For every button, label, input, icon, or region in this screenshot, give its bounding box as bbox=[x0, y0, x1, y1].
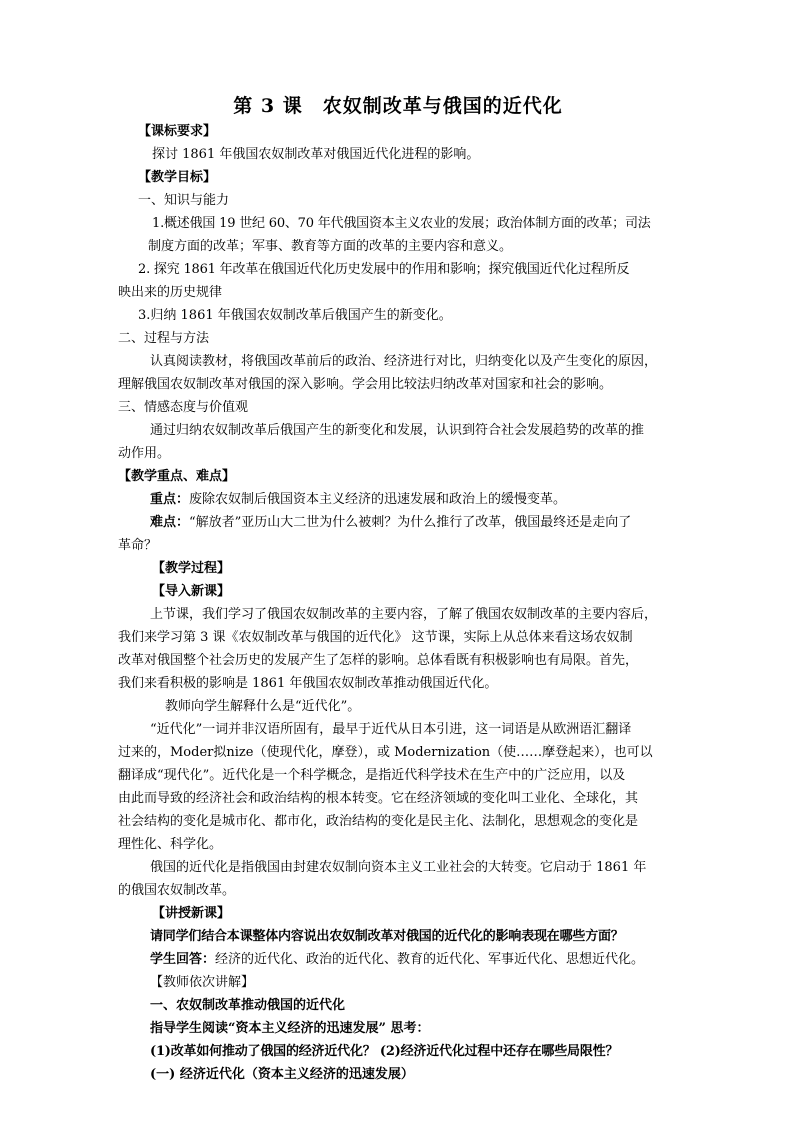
modernization-def-e: 社会结构的变化是城市化、都市化，政治结构的变化是民主化、法制化，思想观念的变化是 bbox=[118, 814, 639, 829]
section-teaching-process: 【教学过程】 bbox=[152, 561, 231, 576]
section-key-points: 【教学重点、难点】 bbox=[118, 469, 236, 484]
question-prompt: 请同学们结合本课整体内容说出农奴制改革对俄国的近代化的影响表现在哪些方面？ bbox=[150, 929, 624, 944]
section-new-lesson: 【讲授新课】 bbox=[152, 906, 231, 921]
objective-knowledge-2b: 映出来的历史规律 bbox=[118, 285, 223, 300]
modernization-def-b: 过来的，Moder拟nize（使现代化，摩登），或 Modernization（使……摩登起来），也可以 bbox=[118, 745, 653, 760]
student-answer-line bbox=[118, 948, 678, 971]
objective-attitude-a: 通过归纳农奴制改革后俄国产生的新变化和发展，认识到符合社会发展趋势的改革的推 bbox=[150, 423, 645, 438]
difficult-point-label: 难点： bbox=[150, 515, 190, 530]
modernization-def-c: 翻译成“现代化”。近代化是一个科学概念，是指近代科学技术在生产中的广泛应用，以及 bbox=[118, 768, 626, 783]
introduction-a: 上节课，我们学习了俄国农奴制改革的主要内容，了解了俄国农奴制改革的主要内容后， bbox=[150, 607, 658, 622]
objective-process-heading: 二、过程与方法 bbox=[118, 331, 210, 346]
objective-knowledge-2a: 2. 探究 1861 年改革在俄国近代化历史发展中的作用和影响；探究俄国近代化过程所反 bbox=[138, 262, 630, 277]
thinking-questions: (1)改革如何推动了俄国的经济近代化？ (2)经济近代化过程中还存在哪些局限性？ bbox=[150, 1044, 619, 1059]
section-curriculum-requirement: 【课标要求】 bbox=[138, 124, 217, 139]
student-answer-label: 学生回答： bbox=[150, 952, 216, 967]
lesson-title: 第 3 课 农奴制改革与俄国的近代化 bbox=[233, 95, 563, 117]
modernization-def-a: “近代化”一词并非汉语所固有，最早于近代从日本引进，这一词语是从欧洲语汇翻译 bbox=[150, 722, 632, 737]
russia-modernization-b: 的俄国农奴制改革。 bbox=[118, 883, 236, 898]
section-introduction: 【导入新课】 bbox=[152, 584, 231, 599]
key-point-label: 重点： bbox=[150, 492, 190, 507]
objective-process-b: 理解俄国农奴制改革对俄国的深入影响。学会用比较法归纳改革对国家和社会的影响。 bbox=[118, 377, 613, 392]
objective-knowledge-1a: 1.概述俄国 19 世纪 60、70 年代俄国资本主义农业的发展；政治体制方面的改革；司法 bbox=[152, 216, 651, 231]
reading-guidance: 指导学生阅读“资本主义经济的迅速发展” 思考： bbox=[150, 1021, 430, 1036]
student-answer-text: 经济的近代化、政治的近代化、教育的近代化、军事近代化、思想近代化。 bbox=[215, 952, 645, 967]
document-page bbox=[118, 0, 678, 1086]
part-one-heading: 一、农奴制改革推动俄国的近代化 bbox=[150, 998, 346, 1013]
teacher-explains: 教师向学生解释什么是“近代化”。 bbox=[165, 699, 361, 714]
curriculum-requirement-text: 探讨 1861 年俄国农奴制改革对俄国近代化进程的影响。 bbox=[152, 147, 480, 162]
section-teaching-objectives: 【教学目标】 bbox=[138, 170, 217, 185]
modernization-def-f: 理性化、科学化。 bbox=[118, 837, 223, 852]
introduction-b: 我们来学习第 3 课《农奴制改革与俄国的近代化》 这节课，实际上从总体来看这场农奴制 bbox=[118, 630, 633, 645]
economic-modernization-heading: (一) 经济近代化（资本主义经济的迅速发展） bbox=[150, 1067, 414, 1082]
introduction-d: 我们来看积极的影响是 1861 年俄国农奴制改革推动俄国近代化。 bbox=[118, 676, 498, 691]
introduction-c: 改革对俄国整个社会历史的发展产生了怎样的影响。总体看既有积极影响也有局限。首先， bbox=[118, 653, 639, 668]
objective-attitude-heading: 三、情感态度与价值观 bbox=[118, 400, 249, 415]
objective-knowledge-heading: 一、知识与能力 bbox=[138, 193, 230, 208]
section-teacher-explains: 【教师依次讲解】 bbox=[150, 975, 255, 990]
difficult-point-text: “解放者”亚历山大二世为什么被刺？为什么推行了改革，俄国最终还是走向了 bbox=[189, 515, 632, 530]
key-point-line bbox=[118, 488, 678, 511]
objective-process-a: 认真阅读教材，将俄国改革前后的政治、经济进行对比，归纳变化以及产生变化的原因， bbox=[150, 354, 658, 369]
objective-attitude-b: 动作用。 bbox=[118, 446, 171, 461]
objective-knowledge-3: 3.归纳 1861 年俄国农奴制改革后俄国产生的新变化。 bbox=[138, 308, 452, 323]
russia-modernization-a: 俄国的近代化是指俄国由封建农奴制向资本主义工业社会的大转变。它启动于 1861 年 bbox=[150, 860, 647, 875]
key-point-text: 废除农奴制后俄国资本主义经济的迅速发展和政治上的缓慢变革。 bbox=[189, 492, 567, 507]
modernization-def-d: 由此而导致的经济社会和政治结构的根本转变。它在经济领域的变化叫工业化、全球化，其 bbox=[118, 791, 639, 806]
difficult-point-text-b: 革命？ bbox=[118, 538, 158, 553]
difficult-point-line bbox=[118, 511, 678, 534]
objective-knowledge-1b: 制度方面的改革；军事、教育等方面的改革的主要内容和意义。 bbox=[148, 239, 513, 254]
